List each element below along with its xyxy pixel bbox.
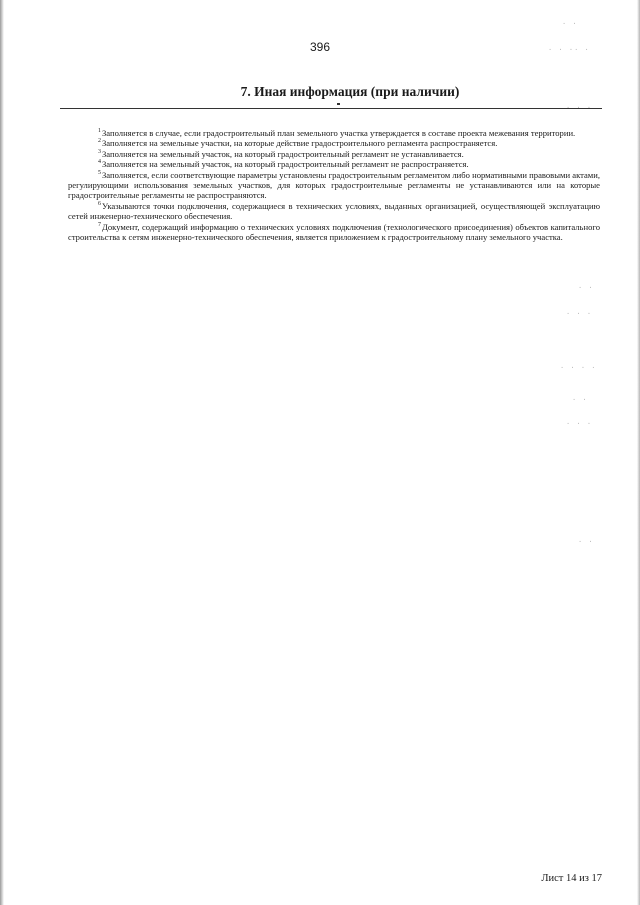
footnote-text: Заполняется на земельный участок, на который градостроительный регламент не устанавливается. [102, 148, 464, 159]
footnote-2 [68, 138, 600, 148]
scan-artifact: · · · · [560, 364, 597, 372]
footnote-text: Указываются точки подключения, содержащиеся в технических условиях, выданных организацией, осуществляющей эксплуатацию сетей инженерно-технического обеспечения. [68, 200, 600, 222]
scan-edge-left [0, 0, 4, 905]
footnote-mark: 2 [98, 138, 101, 145]
footnote-text: Заполняется на земельный участок, на который градостроительный регламент не распространяется. [102, 159, 469, 170]
page-number: 396 [309, 40, 331, 54]
footnote-text: Заполняется в случае, если градостроительный план земельного участка утверждается в составе проекта межевания территории. [102, 128, 576, 138]
footnote-5 [68, 170, 600, 201]
footnote-text: Документ, содержащий информацию о технических условиях подключения (технологического присоединения) объектов капитального строительства к сетям инженерно-технического обеспечения, является приложением к градостроительному плану земельного участка. [68, 221, 600, 243]
footnote-mark: 1 [98, 128, 101, 134]
scan-artifact: · · · [566, 104, 593, 112]
footnote-6 [68, 201, 600, 222]
scan-artifact: · · · [566, 310, 593, 318]
footnotes [68, 128, 600, 242]
footnote-text: Заполняется, если соответствующие параметры установлены градостроительным регламентом либо нормативными правовыми актами, регулирующими использования земельных участков, для которых градостроительные регламенты не устанавливаются или на которые градостроительные регламенты не распространяются. [68, 169, 600, 201]
footnote-mark: 3 [98, 148, 101, 155]
sheet-number-label: Лист 14 из 17 [541, 873, 602, 884]
scan-artifact: · · [578, 284, 594, 292]
scan-artifact: · · ·· · [548, 46, 590, 54]
footnote-3 [68, 149, 600, 159]
scan-artifact: · · · [566, 420, 593, 428]
scan-artifact: · · [572, 396, 588, 404]
section-title: 7. Иная информация (при наличии) [240, 84, 460, 99]
footnote-mark: 7 [98, 221, 101, 228]
footnote-7 [68, 222, 600, 243]
footnote-mark: 6 [98, 200, 101, 207]
footnote-mark: 4 [98, 159, 101, 166]
footnote-4 [68, 159, 600, 169]
scan-artifact: · · [578, 538, 594, 546]
footnote-1 [68, 128, 600, 138]
scan-artifact: · · [562, 20, 578, 28]
footnote-mark: 5 [98, 169, 101, 176]
footnote-text: Заполняется на земельные участки, на которые действие градостроительного регламента распространяется. [102, 138, 498, 149]
title-mark [337, 103, 340, 105]
title-underline [60, 108, 602, 109]
